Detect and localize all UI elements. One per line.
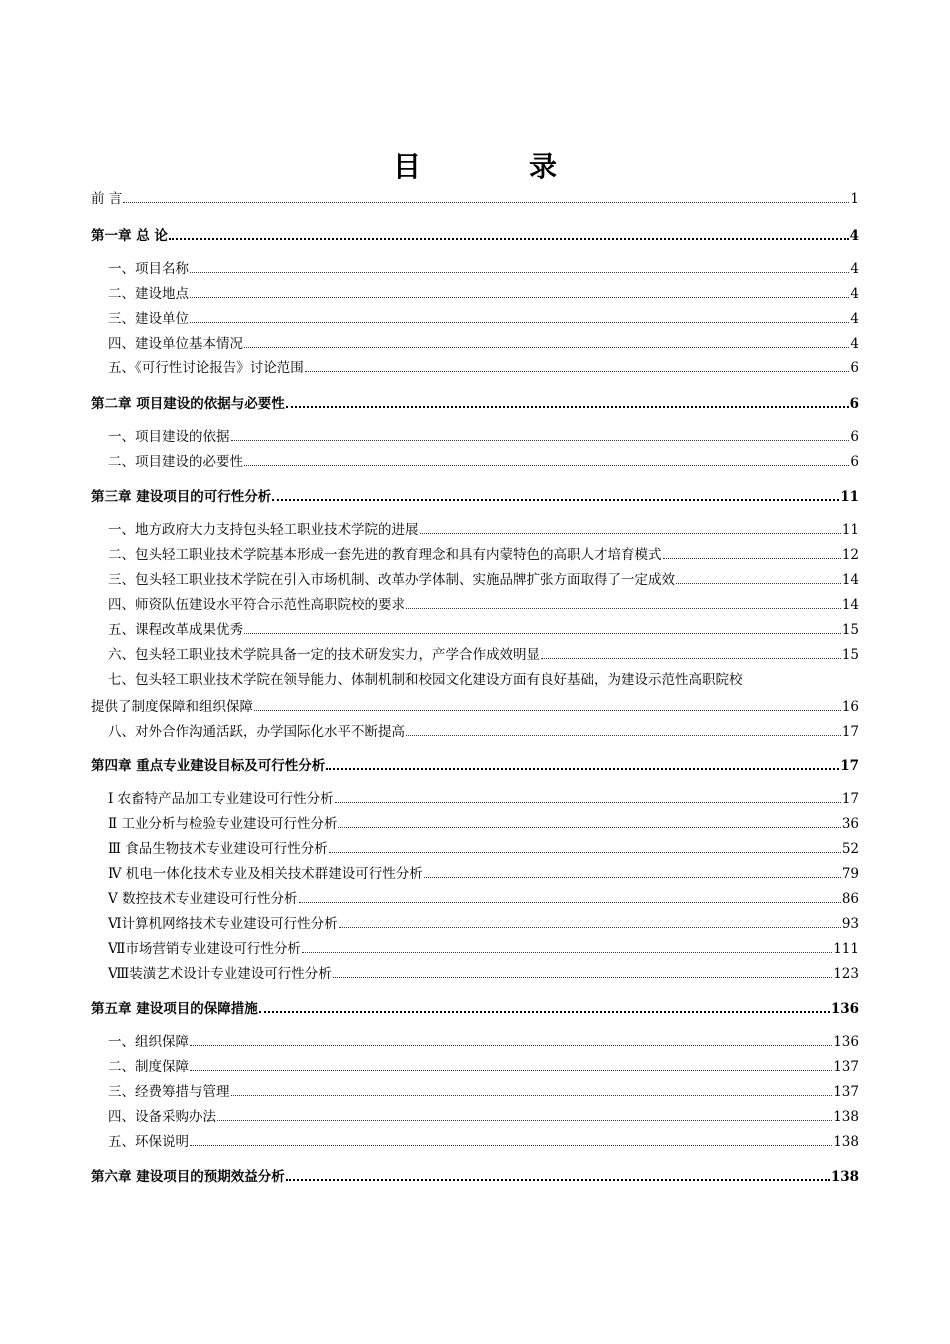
toc-page-number: 52 [841,841,859,857]
toc-entry-label: 第三章 建设项目的可行性分析 [91,489,272,505]
toc-entry-label: 五、《可行性讨论报告》讨论范围 [108,360,304,376]
toc-entry-label: 三、经费筹措与管理 [108,1084,230,1100]
toc-page-number: 123 [833,966,859,982]
toc-leader-dots [123,202,849,203]
toc-leader-dots [190,1045,832,1046]
toc-leader-dots [305,371,850,372]
toc-leader-dots [302,952,832,953]
toc-leader-dots [231,440,850,441]
toc-chapter-entry[interactable] [91,1166,859,1186]
toc-entry-label: 第二章 项目建设的依据与必要性 [91,396,285,412]
toc-leader-dots [663,558,841,559]
toc-page-number: 6 [850,429,859,445]
toc-leader-dots [244,633,841,634]
toc-page-number: 12 [841,547,859,563]
toc-page-number: 6 [849,396,859,412]
toc-entry[interactable] [91,544,859,564]
toc-entry-label-line1: 七、包头轻工职业技术学院在领导能力、体制机制和校园文化建设方面有良好基础，为建设示范性高职院校 [108,672,743,688]
toc-entry-label: 一、项目建设的依据 [108,429,230,445]
toc-entry-label: 四、师资队伍建设水平符合示范性高职院校的要求 [108,597,405,613]
toc-entry-label: 六、包头轻工职业技术学院具备一定的技术研发实力，产学合作成效明显 [108,647,540,663]
page-title: 目 录 [392,150,597,183]
toc-entry[interactable] [91,283,859,303]
toc-page-number: 111 [833,941,859,957]
toc-entry-label: 一、地方政府大力支持包头轻工职业技术学院的进展 [108,522,419,538]
toc-leader-dots [272,499,839,501]
toc-entry[interactable] [91,696,859,716]
toc-leader-dots [190,1070,832,1071]
toc-page-number: 138 [830,1169,859,1185]
toc-leader-dots [299,902,841,903]
toc-page-number: 4 [850,286,859,302]
toc-entry-label: 三、包头轻工职业技术学院在引入市场机制、改革办学体制、实施品牌扩张方面取得了一定成效 [108,572,675,588]
toc-entry[interactable] [91,357,859,377]
toc-entry[interactable] [91,838,859,858]
toc-chapter-entry[interactable] [91,998,859,1018]
toc-entry-label: Ⅱ 工业分析与检验专业建设可行性分析 [108,816,338,832]
toc-leader-dots [190,322,849,323]
toc-entry-label: 第五章 建设项目的保障措施 [91,1001,258,1017]
toc-entry[interactable] [91,258,859,278]
toc-page-number: 137 [833,1059,859,1075]
toc-entry-label: 二、制度保障 [108,1059,189,1075]
toc-entry[interactable] [91,721,859,741]
toc-chapter-entry[interactable] [91,486,859,506]
toc-entry-label: 五、课程改革成果优秀 [108,622,243,638]
toc-leader-dots [244,347,849,348]
toc-leader-dots [329,852,841,853]
toc-entry-label: Ⅷ装潢艺术设计专业建设可行性分析 [108,966,332,982]
toc-entry[interactable] [91,888,859,908]
toc-chapter-entry[interactable] [91,393,859,413]
toc-page-number: 138 [833,1109,859,1125]
toc-page-number: 6 [850,360,859,376]
toc-entry[interactable] [91,594,859,614]
toc-entry-label: Ⅶ市场营销专业建设可行性分析 [108,941,301,957]
toc-leader-dots [420,533,841,534]
toc-leader-dots [406,735,841,736]
toc-entry[interactable] [91,788,859,808]
toc-page-number: 15 [841,622,859,638]
toc-page-number: 86 [841,891,859,907]
toc-entry[interactable] [91,1131,859,1151]
toc-page-number: 136 [833,1034,859,1050]
toc-entry-label: 二、包头轻工职业技术学院基本形成一套先进的教育理念和具有内蒙特色的高职人才培育模式 [108,547,662,563]
toc-leader-dots [190,297,849,298]
toc-page-number: 11 [841,522,859,538]
toc-leader-dots [259,1011,830,1013]
toc-leader-dots [254,710,841,711]
toc-page-number: 14 [841,572,859,588]
toc-page-number: 6 [850,454,859,470]
toc-entry[interactable] [91,188,859,208]
toc-leader-dots [217,1120,832,1121]
toc-entry[interactable] [91,1056,859,1076]
toc-page-number: 17 [841,724,859,740]
toc-page-number: 17 [841,791,859,807]
toc-entry[interactable] [91,863,859,883]
toc-leader-dots [190,272,849,273]
toc-leader-dots [541,658,841,659]
toc-entry-label: 前 言 [91,191,123,207]
toc-entry-label: 提供了制度保障和组织保障 [91,699,253,715]
toc-entry[interactable] [91,519,859,539]
toc-entry[interactable] [91,619,859,639]
toc-page-number: 14 [841,597,859,613]
toc-entry-label: Ⅰ 农畜特产品加工专业建设可行性分析 [108,791,334,807]
toc-leader-dots [333,977,832,978]
toc-entry-label: 第四章 重点专业建设目标及可行性分析 [91,758,326,774]
toc-leader-dots [286,1179,830,1181]
toc-leader-dots [326,768,839,770]
toc-entry[interactable] [91,1031,859,1051]
toc-entry-label: 二、项目建设的必要性 [108,454,243,470]
toc-leader-dots [339,927,841,928]
toc-entry-label: Ⅲ 食品生物技术专业建设可行性分析 [108,841,328,857]
toc-leader-dots [244,465,849,466]
toc-entry-label: 八、对外合作沟通活跃，办学国际化水平不断提高 [108,724,405,740]
toc-page-number: 138 [833,1134,859,1150]
toc-page-number: 17 [840,758,859,774]
toc-entry[interactable] [91,451,859,471]
toc-chapter-entry[interactable] [91,755,859,775]
toc-entry[interactable] [91,913,859,933]
toc-page-number: 11 [840,489,859,505]
toc-entry[interactable] [91,813,859,833]
toc-entry-label: 五、环保说明 [108,1134,189,1150]
toc-entry[interactable] [91,1081,859,1101]
toc-leader-dots [338,827,840,828]
toc-leader-dots [231,1095,833,1096]
toc-entry[interactable] [91,1106,859,1126]
toc-entry-label: Ⅴ 数控技术专业建设可行性分析 [108,891,298,907]
toc-leader-dots [286,406,849,408]
toc-page-number: 136 [830,1001,859,1017]
toc-page-number: 4 [850,336,859,352]
toc-entry-label: 三、建设单位 [108,311,189,327]
toc-leader-dots [169,238,849,240]
toc-page-number: 1 [850,191,859,207]
toc-entry[interactable] [91,569,859,589]
toc-chapter-entry[interactable] [91,225,859,245]
toc-page-number: 4 [850,261,859,277]
toc-page-number: 36 [841,816,859,832]
toc-page-number: 137 [833,1084,859,1100]
toc-leader-dots [335,802,841,803]
toc-entry-label: 二、建设地点 [108,286,189,302]
toc-page-number: 16 [841,699,859,715]
toc-entry[interactable] [91,644,859,664]
toc-leader-dots [424,877,841,878]
toc-entry-label: Ⅵ计算机网络技术专业建设可行性分析 [108,916,338,932]
toc-entry[interactable] [91,938,859,958]
toc-entry-label: 第一章 总 论 [91,228,168,244]
toc-entry-label: 四、建设单位基本情况 [108,336,243,352]
toc-page-number: 4 [849,228,859,244]
toc-entry-label: 一、项目名称 [108,261,189,277]
toc-leader-dots [676,583,841,584]
toc-entry-label: Ⅳ 机电一体化技术专业及相关技术群建设可行性分析 [108,866,423,882]
toc-entry[interactable] [91,426,859,446]
toc-entry-label: 一、组织保障 [108,1034,189,1050]
toc-entry-label: 第六章 建设项目的预期效益分析 [91,1169,285,1185]
toc-leader-dots [406,608,841,609]
toc-entry-label: 四、设备采购办法 [108,1109,216,1125]
toc-page-number: 4 [850,311,859,327]
toc-page-number: 93 [841,916,859,932]
toc-leader-dots [190,1145,832,1146]
toc-page-number: 15 [841,647,859,663]
toc-entry[interactable] [91,963,859,983]
toc-page-number: 79 [841,866,859,882]
toc-entry[interactable] [91,333,859,353]
toc-entry[interactable] [91,308,859,328]
